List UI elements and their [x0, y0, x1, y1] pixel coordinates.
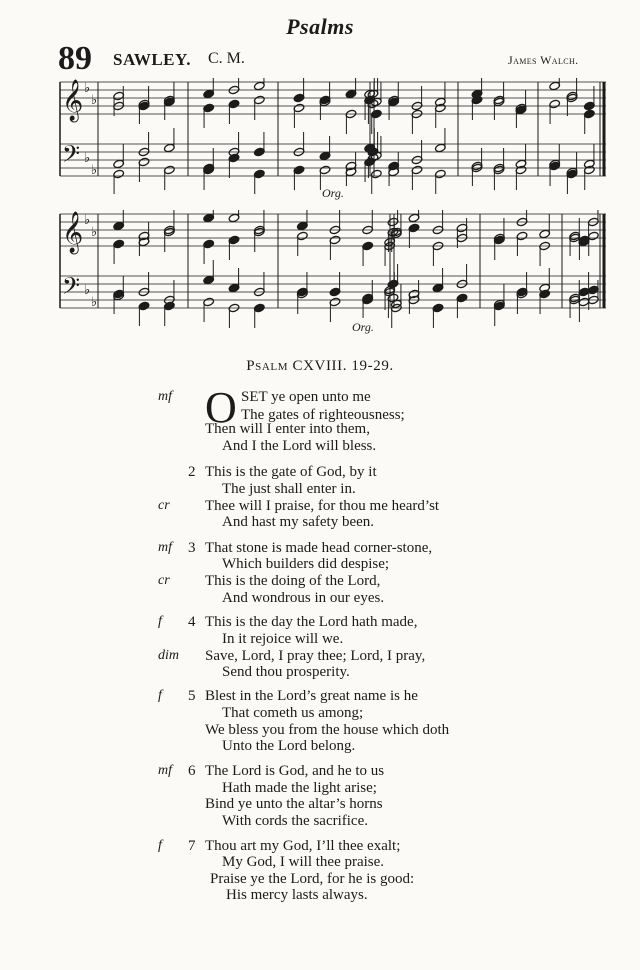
music-system-1 [58, 78, 610, 200]
note-head [432, 283, 444, 293]
note-head [113, 239, 125, 249]
note-head [549, 99, 561, 109]
psalm-title: Psalm CXVIII. 19-29. [246, 358, 394, 374]
note-head [371, 109, 383, 119]
note-head [371, 169, 383, 179]
note-head [203, 239, 215, 249]
verse-line: Save, Lord, I pray thee; Lord, I pray, [205, 648, 426, 664]
bass-clef-icon: 𝄢 [62, 272, 81, 305]
note-head [329, 235, 341, 245]
note-head [319, 151, 331, 161]
verse-line: The gates of righteousness; [241, 407, 405, 423]
note-head [138, 157, 150, 167]
note-head [254, 303, 266, 313]
note-head [456, 223, 468, 233]
flat-icon: ♭ [84, 151, 91, 166]
bass-clef-icon: 𝄢 [62, 140, 81, 173]
note-head [588, 285, 600, 295]
verse-line: And hast my safety been. [222, 514, 375, 530]
note-head [549, 81, 561, 91]
dropcap-letter: O [205, 383, 237, 432]
verse-line: Hath made the light arise; [222, 780, 377, 796]
flat-icon: ♭ [91, 163, 98, 178]
note-head [164, 143, 176, 153]
note-head [293, 165, 305, 175]
note-head [408, 223, 420, 233]
dynamic-mark: mf [158, 389, 172, 404]
verse-line: Then will I enter into them, [205, 421, 370, 437]
note-head [329, 297, 341, 307]
verse-line: Send thou prosperity. [222, 664, 350, 680]
tune-number: 89 [58, 40, 92, 77]
org-label-1: Org. [322, 186, 344, 200]
note-head [254, 81, 266, 91]
note-head [138, 301, 150, 311]
note-head [362, 241, 374, 251]
note-head [329, 287, 341, 297]
verse-line: Which builders did despise; [222, 556, 390, 572]
note-head [584, 101, 596, 111]
verse-line: In it rejoice will we. [222, 631, 344, 647]
dynamic-mark: f [158, 838, 162, 853]
verse-line: With cords the sacrifice. [222, 813, 369, 829]
verse-line: That stone is made head corner-stone, [205, 540, 433, 556]
note-head [435, 143, 447, 153]
note-head [113, 221, 125, 231]
note-head [297, 231, 309, 241]
note-head [203, 297, 215, 307]
tune-name: SAWLEY. [113, 50, 191, 69]
dynamic-mark: mf [158, 763, 172, 778]
flat-icon: ♭ [84, 283, 91, 298]
verse-number: 6 [188, 763, 196, 779]
note-head [293, 93, 305, 103]
note-head [345, 89, 357, 99]
verse-line: Thee will I praise, for thou me heard’st [205, 498, 440, 514]
note-head [203, 213, 215, 223]
verse-number: 5 [188, 688, 196, 704]
dynamic-mark: cr [158, 498, 170, 513]
note-head [113, 91, 125, 101]
dynamic-mark: f [158, 688, 162, 703]
note-head [113, 169, 125, 179]
verse-line: This is the doing of the Lord, [205, 573, 381, 589]
flat-icon: ♭ [91, 225, 98, 240]
note-head [456, 293, 468, 303]
verse-line: Bind ye unto the altar’s horns [205, 796, 383, 812]
flat-icon: ♭ [84, 81, 91, 96]
verse-line: And wondrous in our eyes. [222, 590, 385, 606]
music-system-2 [58, 210, 610, 332]
system-1-notation [60, 78, 606, 194]
verse-line: Thou art my God, I’ll thee exalt; [205, 838, 401, 854]
verse-line: We bless you from the house which doth [205, 722, 450, 738]
verse-line: This is the day the Lord hath made, [205, 614, 418, 630]
verse-number: 7 [188, 838, 196, 854]
note-head [228, 99, 240, 109]
verse-line: And I the Lord will bless. [222, 438, 377, 454]
note-head [164, 165, 176, 175]
note-head [432, 303, 444, 313]
note-head [588, 231, 600, 241]
note-head [203, 103, 215, 113]
verse-line: His mercy lasts always. [226, 887, 368, 903]
note-head [203, 275, 215, 285]
note-head [203, 89, 215, 99]
verse-line: The just shall enter in. [222, 481, 356, 497]
note-head [228, 213, 240, 223]
flat-icon: ♭ [91, 93, 98, 108]
flat-icon: ♭ [84, 213, 91, 228]
note-head [228, 235, 240, 245]
page-header-title: Psalms [286, 14, 354, 39]
verse-line: My God, I will thee praise. [222, 854, 385, 870]
verse-number: 4 [188, 614, 196, 630]
verse-number: 3 [188, 540, 196, 556]
verse-line: That cometh us among; [222, 705, 364, 721]
composer-name: James Walch. [508, 53, 579, 67]
note-head [539, 229, 551, 239]
treble-clef-icon: 𝄞 [62, 80, 84, 121]
note-head [254, 169, 266, 179]
dynamic-mark: f [158, 614, 162, 629]
verse-line: Blest in the Lord’s great name is he [205, 688, 418, 704]
verse-line: SET ye open unto me [241, 389, 371, 405]
note-head [408, 213, 420, 223]
flat-icon: ♭ [91, 295, 98, 310]
treble-clef-icon: 𝄞 [62, 212, 84, 253]
note-head [254, 95, 266, 105]
note-head [411, 165, 423, 175]
note-head [113, 159, 125, 169]
verse-line: Unto the Lord belong. [222, 738, 356, 754]
note-head [293, 103, 305, 113]
org-label-2: Org. [352, 320, 374, 334]
system-2-notation [60, 210, 606, 328]
note-head [435, 169, 447, 179]
verse-line: The Lord is God, and he to us [205, 763, 385, 779]
verse-number: 2 [188, 464, 196, 480]
dynamic-mark: cr [158, 573, 170, 588]
dynamic-mark: dim [158, 648, 179, 663]
dynamic-mark: mf [158, 540, 172, 555]
note-head [254, 147, 266, 157]
verse-line: This is the gate of God, by it [205, 464, 377, 480]
note-head [584, 109, 596, 119]
note-head [319, 165, 331, 175]
note-head [297, 221, 309, 231]
tune-meter: C. M. [208, 50, 245, 67]
verse-line: Praise ye the Lord, for he is good: [210, 871, 415, 887]
note-head [228, 283, 240, 293]
note-head [516, 231, 528, 241]
